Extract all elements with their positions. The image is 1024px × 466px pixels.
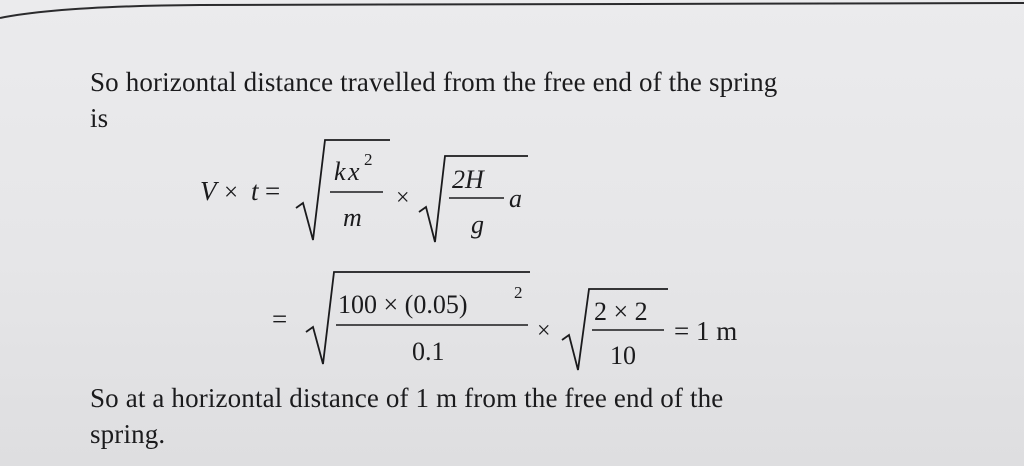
eq1-num2: 2H xyxy=(452,165,484,194)
conclusion-line-1: So at a horizontal distance of 1 m from the free end of the xyxy=(90,383,724,413)
eq2-result: = 1 m xyxy=(674,316,738,346)
eq2-den2: 10 xyxy=(610,341,636,370)
eq2-num1-exp: 2 xyxy=(514,283,523,302)
conclusion-paragraph xyxy=(90,380,990,452)
eq1-lhs-v: V xyxy=(200,176,217,206)
eq1-num1-k: k xyxy=(334,157,346,186)
equation-1 xyxy=(200,140,528,242)
eq1-den1: m xyxy=(343,203,362,232)
eq1-trailing-var: a xyxy=(509,184,522,213)
eq2-den1: 0.1 xyxy=(412,337,445,366)
eq2-equals: = xyxy=(272,304,288,334)
eq1-lhs-t: t xyxy=(251,176,259,206)
eq2-num2: 2 × 2 xyxy=(594,297,648,326)
eq1-equals: = xyxy=(265,176,281,206)
eq1-times-2: × xyxy=(396,185,410,211)
eq1-num1-exp: 2 xyxy=(364,150,373,169)
eq1-num1-x: x xyxy=(348,157,360,186)
eq1-den2: g xyxy=(471,210,484,239)
conclusion-line-2: spring. xyxy=(90,419,166,449)
intro-line-1: So horizontal distance travelled from the free end of the spring xyxy=(90,67,778,97)
eq1-times: × xyxy=(224,179,239,206)
intro-line-2: is xyxy=(90,103,109,133)
equation-2 xyxy=(272,272,737,370)
eq2-num1-base: 100 × (0.05) xyxy=(338,290,468,319)
eq2-times: × xyxy=(537,318,551,344)
